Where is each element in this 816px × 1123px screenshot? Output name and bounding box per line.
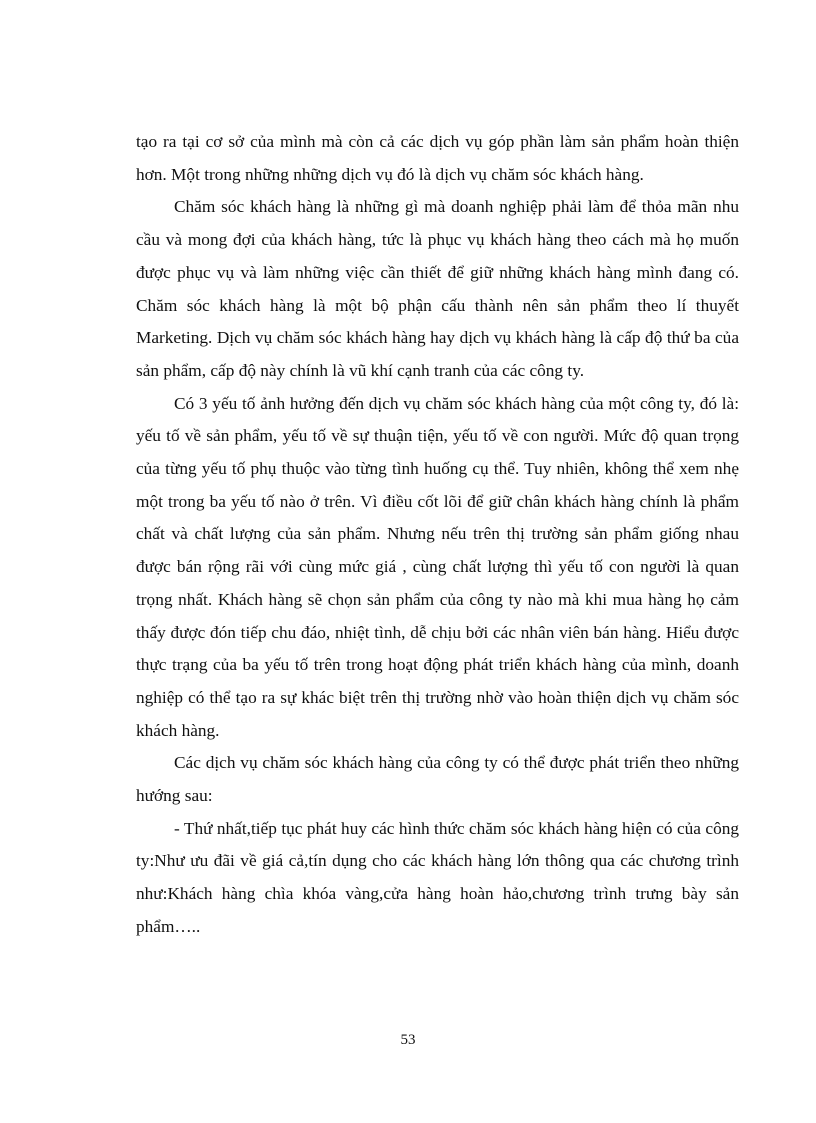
page-number: 53: [400, 1032, 416, 1048]
paragraph-continuation: tạo ra tại cơ sở của mình mà còn cả các dịch vụ góp phần làm sản phẩm hoàn thiện hơn. Một trong những những dịch vụ đó là dịch vụ chăm sóc khách hàng.: [136, 132, 739, 184]
paragraph-three-factors: Có 3 yếu tố ảnh hưởng đến dịch vụ chăm sóc khách hàng của một công ty, đó là: yếu tố về sản phẩm, yếu tố về sự thuận tiện, yếu tố về con người. Mức độ quan trọng của từng yếu tố phụ thuộc vào từng tình huống cụ thể. Tuy nhiên, không thể xem nhẹ một trong ba yếu tố nào ở trên. Vì điều cốt lõi để giữ chân khách hàng chính là phẩm chất và chất lượng của sản phẩm. Nhưng nếu trên thị trường sản phẩm giống nhau được bán rộng rãi với cùng mức giá , cùng chất lượng thì yếu tố con người là quan trọng nhất. Khách hàng sẽ chọn sản phẩm của công ty nào mà khi mua hàng họ cảm thấy được đón tiếp chu đáo, nhiệt tình, dễ chịu bởi các nhân viên bán hàng. Hiểu được thực trạng của ba yếu tố trên trong hoạt động phát triển khách hàng của mình, doanh nghiệp có thể tạo ra sự khác biệt trên thị trường nhờ vào hoàn thiện dịch vụ chăm sóc khách hàng.: [136, 393, 739, 740]
paragraph-customer-care-definition: Chăm sóc khách hàng là những gì mà doanh nghiệp phải làm để thỏa mãn nhu cầu và mong đợi của khách hàng, tức là phục vụ khách hàng theo cách mà họ muốn được phục vụ và làm những việc cần thiết để giữ những khách hàng mình đang có. Chăm sóc khách hàng là một bộ phận cấu thành nên sản phẩm theo lí thuyết Marketing. Dịch vụ chăm sóc khách hàng hay dịch vụ khách hàng là cấp độ thứ ba của sản phẩm, cấp độ này chính là vũ khí cạnh tranh của các công ty.: [136, 197, 739, 380]
bullet-first-direction: - Thứ nhất,tiếp tục phát huy các hình thức chăm sóc khách hàng hiện có của công ty:Như ưu đãi về giá cả,tín dụng cho các khách hàng lớn thông qua các chương trình như:Khách hàng chìa khóa vàng,cửa hàng hoàn hảo,chương trình trưng bày sản phẩm…..: [136, 818, 739, 936]
body-text: [136, 126, 739, 944]
paragraph-development-directions: Các dịch vụ chăm sóc khách hàng của công ty có thể được phát triển theo những hướng sau:: [136, 753, 739, 806]
